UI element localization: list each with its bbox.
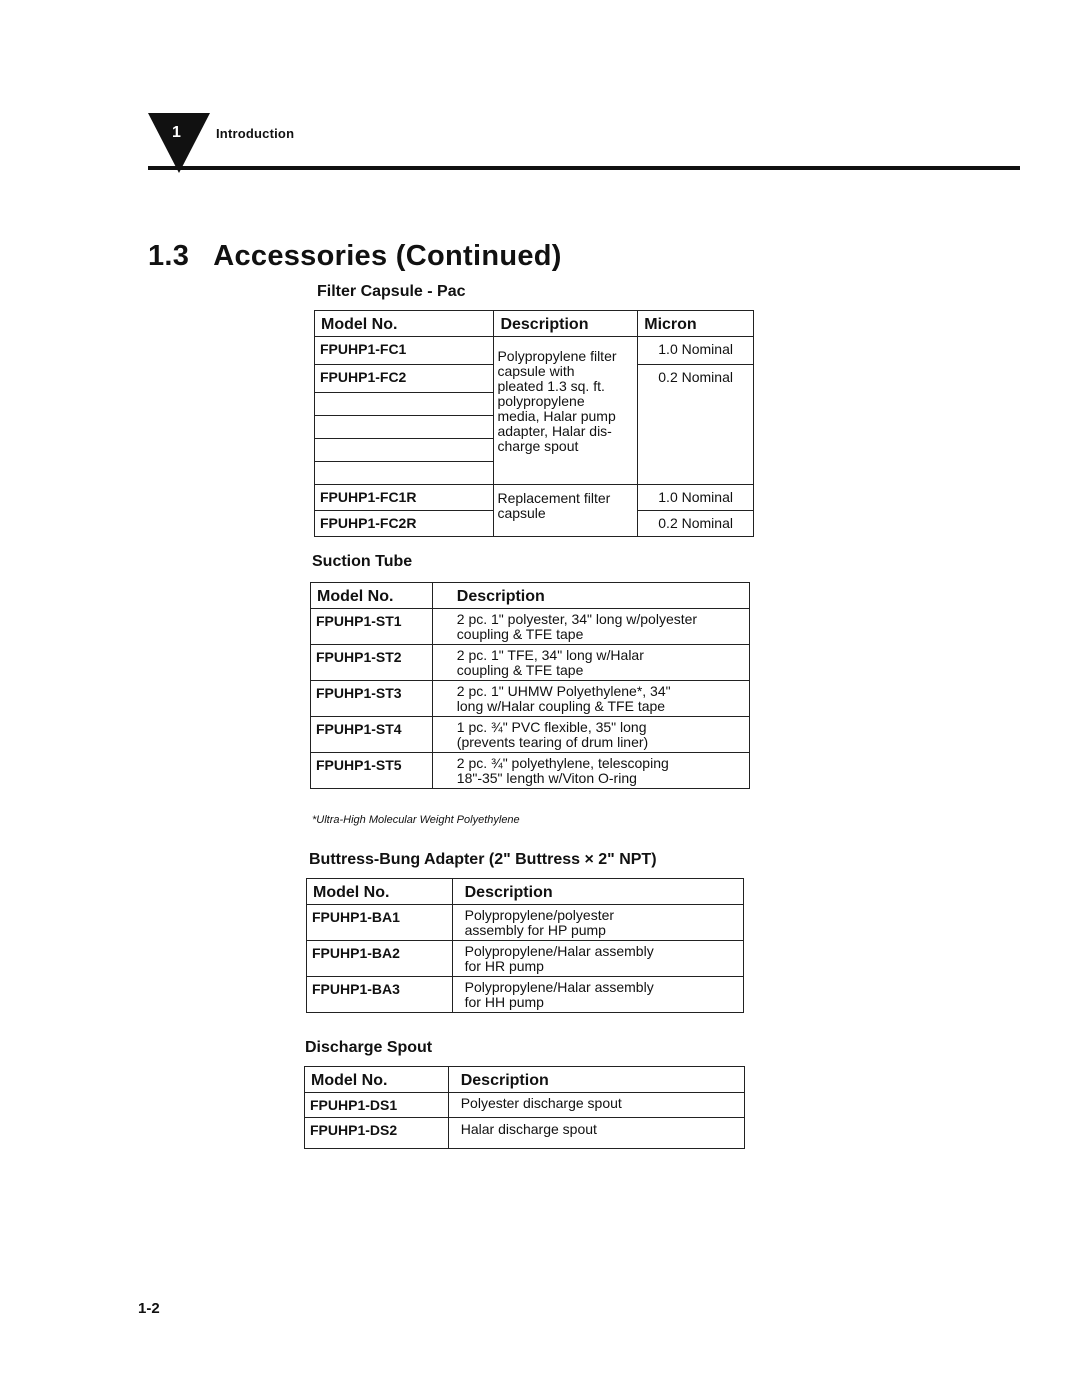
micron-cell: 0.2 Nominal: [638, 365, 754, 485]
suction-tube-title: Suction Tube: [312, 553, 413, 570]
description-line: Polypropylene/Halar assembly: [464, 943, 654, 959]
description-cell: [432, 717, 749, 753]
micron-cell: 0.2 Nominal: [638, 511, 754, 537]
footnote: *Ultra-High Molecular Weight Polyethylene: [312, 814, 520, 826]
header-model-no: Model No.: [305, 1067, 449, 1093]
model-cell: [315, 439, 494, 462]
page-title: [148, 240, 562, 273]
description-cell: [452, 977, 743, 1013]
model-cell: [315, 462, 494, 485]
header-micron: Micron: [638, 311, 754, 337]
model-cell: [315, 393, 494, 416]
filter-capsule-title: Filter Capsule - Pac: [317, 283, 466, 300]
micron-cell: 1.0 Nominal: [638, 337, 754, 365]
model-cell: FPUHP1-DS2: [305, 1118, 449, 1149]
description-line: adapter, Halar dis-: [497, 423, 612, 439]
description-line: charge spout: [497, 438, 579, 454]
header-description: Description: [494, 311, 638, 337]
model-cell: FPUHP1-FC2R: [315, 511, 494, 537]
description-cell: [494, 337, 638, 485]
table-row: [307, 977, 744, 1013]
model-cell: FPUHP1-FC1: [315, 337, 494, 365]
model-cell: FPUHP1-ST2: [311, 645, 433, 681]
description-cell: [494, 485, 638, 537]
model-cell: FPUHP1-ST4: [311, 717, 433, 753]
description-line: for HR pump: [464, 958, 544, 974]
suction-tube-table: [310, 582, 750, 789]
model-cell: FPUHP1-DS1: [305, 1093, 449, 1118]
model-cell: FPUHP1-FC2: [315, 365, 494, 393]
filter-capsule-table: [314, 310, 754, 537]
discharge-spout-title: Discharge Spout: [305, 1039, 433, 1056]
description-line: long w/Halar coupling & TFE tape: [456, 698, 666, 714]
description-cell: Halar discharge spout: [448, 1118, 744, 1149]
description-line: 18"-35" length w/Viton O-ring: [456, 770, 637, 786]
description-line: Replacement filter: [497, 490, 611, 506]
description-line: assembly for HP pump: [464, 922, 606, 938]
table-row: [315, 337, 754, 365]
header-rule: [148, 166, 1020, 170]
description-line: (prevents tearing of drum liner): [456, 734, 649, 750]
description-cell: [432, 681, 749, 717]
table-row: [311, 609, 750, 645]
section-number: 1.3: [148, 240, 190, 272]
model-cell: FPUHP1-FC1R: [315, 485, 494, 511]
table-row: [307, 905, 744, 941]
header-model-no: Model No.: [311, 583, 433, 609]
description-cell: [432, 753, 749, 789]
description-line: pleated 1.3 sq. ft.: [497, 378, 605, 394]
header-description: Description: [432, 583, 749, 609]
model-cell: FPUHP1-BA1: [307, 905, 453, 941]
description-line: capsule with: [497, 363, 575, 379]
description-line: 2 pc. ¾" polyethylene, telescoping: [456, 755, 669, 771]
model-cell: FPUHP1-BA2: [307, 941, 453, 977]
header-description: Description: [448, 1067, 744, 1093]
model-cell: [315, 416, 494, 439]
table-row: [311, 753, 750, 789]
description-line: 2 pc. 1" TFE, 34" long w/Halar: [456, 647, 644, 663]
page-number: 1-2: [138, 1300, 160, 1317]
header-description: Description: [452, 879, 743, 905]
model-cell: FPUHP1-ST3: [311, 681, 433, 717]
description-line: polypropylene: [497, 393, 585, 409]
description-cell: Polyester discharge spout: [448, 1093, 744, 1118]
description-cell: [432, 645, 749, 681]
table-row: [307, 941, 744, 977]
description-line: Polypropylene/Halar assembly: [464, 979, 654, 995]
description-line: Polypropylene filter: [497, 348, 617, 364]
description-line: 1 pc. ¾" PVC flexible, 35" long: [456, 719, 647, 735]
chapter-tab-marker: [148, 113, 210, 173]
description-line: Polypropylene/polyester: [464, 907, 615, 923]
description-line: coupling & TFE tape: [456, 662, 584, 678]
buttress-bung-table: [306, 878, 744, 1013]
table-row: [305, 1093, 745, 1118]
description-line: capsule: [497, 505, 546, 521]
table-row: [305, 1118, 745, 1149]
model-cell: FPUHP1-ST1: [311, 609, 433, 645]
description-cell: [452, 905, 743, 941]
chapter-label: Introduction: [216, 126, 295, 141]
table-row: [311, 681, 750, 717]
buttress-bung-title: Buttress-Bung Adapter (2" Buttress × 2" NPT): [309, 851, 657, 868]
discharge-spout-table: [304, 1066, 745, 1149]
header-model-no: Model No.: [315, 311, 494, 337]
micron-cell: 1.0 Nominal: [638, 485, 754, 511]
description-cell: [432, 609, 749, 645]
model-cell: FPUHP1-ST5: [311, 753, 433, 789]
description-line: media, Halar pump: [497, 408, 616, 424]
table-row: [315, 485, 754, 511]
header-model-no: Model No.: [307, 879, 453, 905]
model-cell: FPUHP1-BA3: [307, 977, 453, 1013]
table-row: [311, 645, 750, 681]
table-row: [311, 717, 750, 753]
chapter-number: 1: [172, 124, 181, 141]
description-line: 2 pc. 1" UHMW Polyethylene*, 34": [456, 683, 671, 699]
description-line: for HH pump: [464, 994, 544, 1010]
section-title: Accessories (Continued): [213, 240, 562, 272]
description-line: coupling & TFE tape: [456, 626, 584, 642]
description-line: 2 pc. 1" polyester, 34" long w/polyester: [456, 611, 698, 627]
description-cell: [452, 941, 743, 977]
